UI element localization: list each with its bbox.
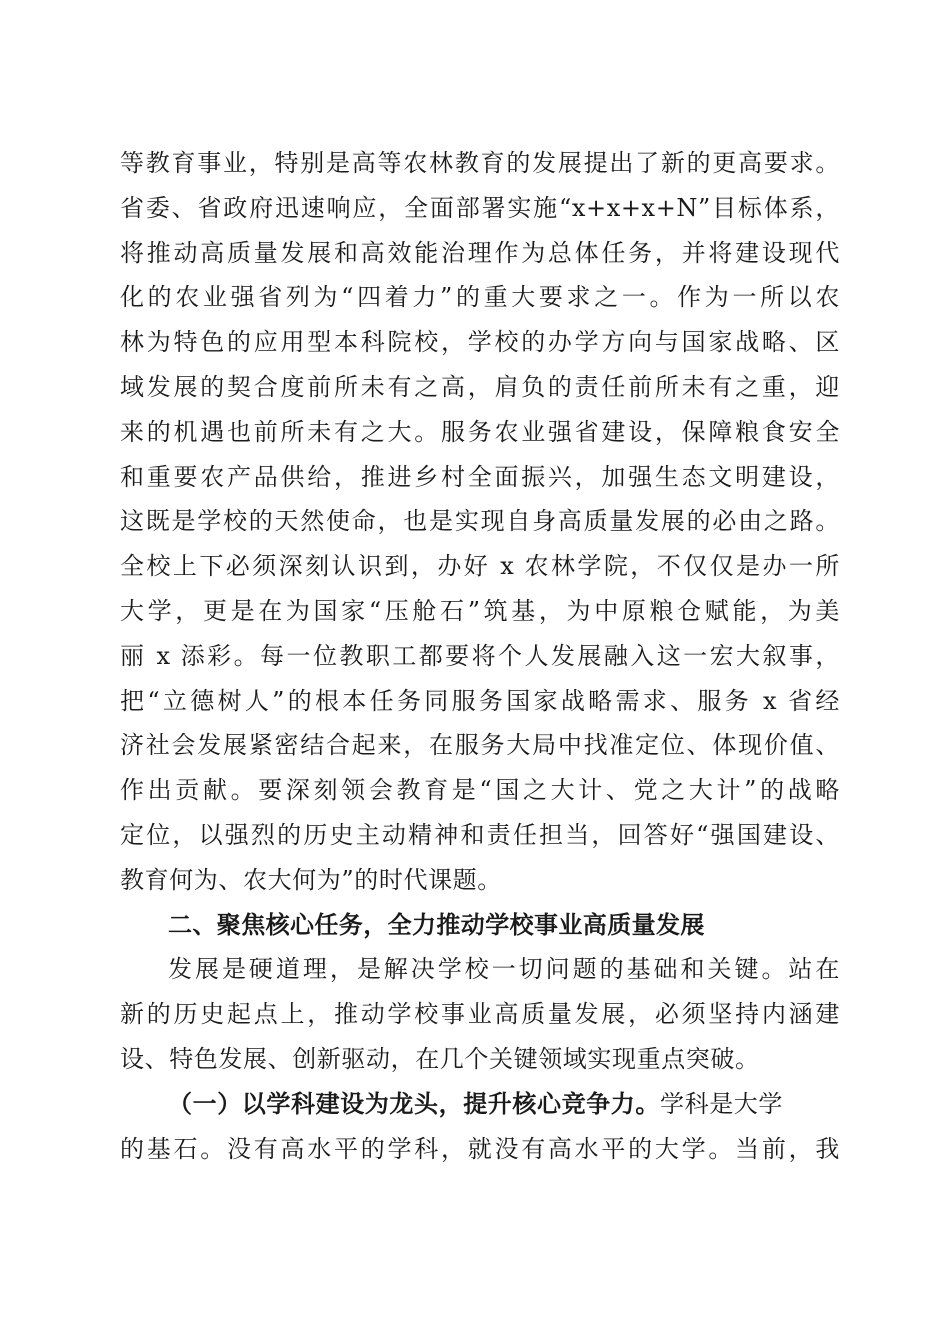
paragraph-line: 教育何为、农大何为”的时代课题。 xyxy=(120,865,502,894)
subsection-heading: （一）以学科建设为龙头，提升核心竞争力。 xyxy=(168,1088,660,1118)
paragraph-line: 这既是学校的天然使命，也是实现自身高质量发展的必由之路。 xyxy=(120,507,840,536)
subsection-line xyxy=(120,1082,840,1127)
paragraph-line: 济社会发展紧密结合起来，在服务大局中找准定位、体现价值、 xyxy=(120,731,840,760)
paragraph-line: 定位，以强烈的历史主动精神和责任担当，回答好“强国建设、 xyxy=(120,820,840,849)
paragraph-line: 化的农业强省列为“四着力”的重大要求之一。作为一所以农 xyxy=(120,283,840,312)
paragraph-line: 等教育事业，特别是高等农林教育的发展提出了新的更高要求。 xyxy=(120,149,840,177)
paragraph-line: 林为特色的应用型本科院校，学校的办学方向与国家战略、区 xyxy=(120,328,840,357)
paragraph-line: 域发展的契合度前所未有之高，肩负的责任前所未有之重，迎 xyxy=(120,372,840,401)
paragraph-line: 全校上下必须深刻认识到，办好 x 农林学院，不仅仅是办一所 xyxy=(120,552,840,581)
paragraph-line: 作出贡献。要深刻领会教育是“国之大计、党之大计”的战略 xyxy=(120,776,840,805)
paragraph-line: 大学，更是在为国家“压舱石”筑基，为中原粮仓赋能，为美 xyxy=(120,596,840,625)
paragraph-line: 丽 x 添彩。每一位教职工都要将个人发展融入这一宏大叙事， xyxy=(120,641,840,670)
subsection-text: 学科是大学 xyxy=(660,1089,783,1118)
paragraph-line: 的基石。没有高水平的学科，就没有高水平的大学。当前，我 xyxy=(120,1134,840,1163)
paragraph-line: 设、特色发展、创新驱动，在几个关键领域实现重点突破。 xyxy=(120,1044,760,1073)
paragraph-line: 来的机遇也前所未有之大。服务农业强省建设，保障粮食安全 xyxy=(120,417,840,446)
paragraph-line: 将推动高质量发展和高效能治理作为总体任务，并将建设现代 xyxy=(120,238,840,267)
paragraph-line: 省委、省政府迅速响应，全面部署实施“x+x+x+N”目标体系， xyxy=(120,193,840,222)
paragraph-line: 新的历史起点上，推动学校事业高质量发展，必须坚持内涵建 xyxy=(120,1000,840,1029)
section-heading: 二、聚焦核心任务，全力推动学校事业高质量发展 xyxy=(168,910,705,939)
paragraph-line: 和重要农产品供给，推进乡村全面振兴，加强生态文明建设， xyxy=(120,462,840,491)
paragraph-line: 发展是硬道理，是解决学校一切问题的基础和关键。站在 xyxy=(168,955,840,984)
paragraph-line: 把“立德树人”的根本任务同服务国家战略需求、服务 x 省经 xyxy=(120,686,840,715)
body-text xyxy=(120,141,840,1171)
